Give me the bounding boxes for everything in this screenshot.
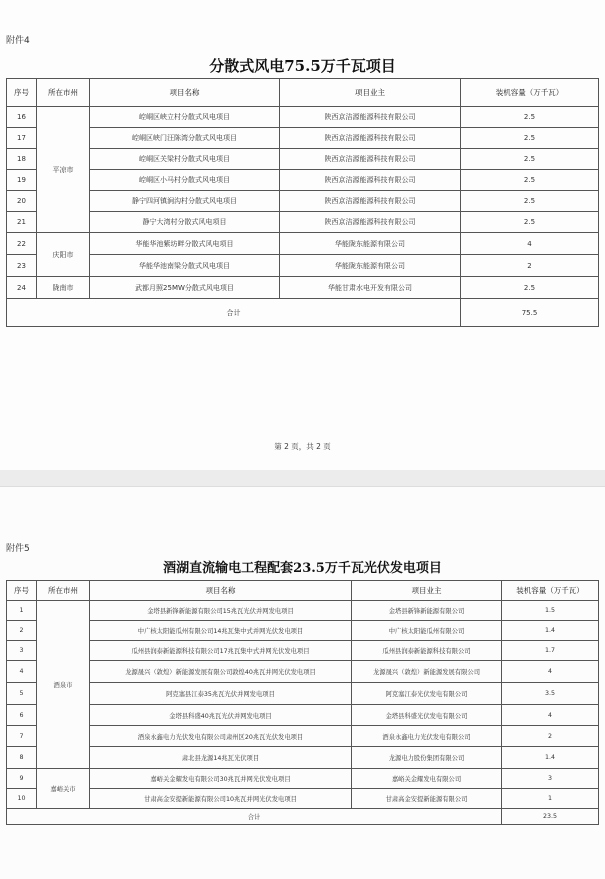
table-row xyxy=(7,661,599,683)
table-header-row xyxy=(7,581,599,601)
row-no: 23 xyxy=(7,255,37,277)
capacity: 2 xyxy=(461,255,599,277)
project-owner: 华能陇东能源有限公司 xyxy=(280,233,461,255)
table-row xyxy=(7,641,599,661)
project-owner: 酒泉永鑫电力光伏发电有限公司 xyxy=(352,726,502,747)
project-name: 静宁四河镇涧沟村分散式风电项目 xyxy=(90,191,280,212)
header-owner: 项目业主 xyxy=(280,79,461,107)
header-no: 序号 xyxy=(7,79,37,107)
project-owner: 陕西京洁源能源科技有限公司 xyxy=(280,191,461,212)
table-row xyxy=(7,747,599,769)
project-owner: 瓜州县润泰新能源科技有限公司 xyxy=(352,641,502,661)
header-capacity: 装机容量（万千瓦） xyxy=(502,581,599,601)
page-title: 酒湖直流输电工程配套23.5万千瓦光伏发电项目 xyxy=(163,561,442,576)
total-value: 75.5 xyxy=(461,299,599,327)
row-no: 21 xyxy=(7,212,37,233)
table-row xyxy=(7,705,599,726)
project-name: 武都月照25MW分散式风电项目 xyxy=(90,277,280,299)
row-no: 17 xyxy=(7,128,37,149)
city-cell: 庆阳市 xyxy=(37,233,90,277)
table-row xyxy=(7,769,599,789)
table-header-row xyxy=(7,79,599,107)
capacity: 3.5 xyxy=(502,683,599,705)
capacity: 2.5 xyxy=(461,191,599,212)
header-no: 序号 xyxy=(7,581,37,601)
header-city: 所在市州 xyxy=(37,79,90,107)
city-cell: 酒泉市 xyxy=(37,601,90,769)
row-no: 16 xyxy=(7,107,37,128)
page-separator xyxy=(0,470,605,486)
project-name: 崆峒区关梁村分散式风电项目 xyxy=(90,149,280,170)
project-owner: 甘肃高金安提新能源有限公司 xyxy=(352,789,502,809)
row-no: 1 xyxy=(7,601,37,621)
project-owner: 陕西京洁源能源科技有限公司 xyxy=(280,212,461,233)
table-row xyxy=(7,233,599,255)
project-name: 阿克塞县江泰35兆瓦光伏并网发电项目 xyxy=(90,683,352,705)
header-city: 所在市州 xyxy=(37,581,90,601)
row-no: 6 xyxy=(7,705,37,726)
capacity: 1.7 xyxy=(502,641,599,661)
row-no: 5 xyxy=(7,683,37,705)
table-row xyxy=(7,683,599,705)
city-cell: 陇南市 xyxy=(37,277,90,299)
table-row xyxy=(7,128,599,149)
project-name: 肃北县龙源14兆瓦光伏项目 xyxy=(90,747,352,769)
capacity: 1.4 xyxy=(502,747,599,769)
page-footer: 第 2 页，共 2 页 xyxy=(274,442,331,451)
table-row xyxy=(7,191,599,212)
project-name: 崆峒区峡门汪陈湾分散式风电项目 xyxy=(90,128,280,149)
total-row xyxy=(7,299,599,327)
capacity: 1.5 xyxy=(502,601,599,621)
attachment-label: 附件5 xyxy=(6,544,30,554)
project-owner: 嘉峪关金耀发电有限公司 xyxy=(352,769,502,789)
row-no: 7 xyxy=(7,726,37,747)
table-row xyxy=(7,789,599,809)
capacity: 1 xyxy=(502,789,599,809)
project-name: 华能华池紫坊畔分散式风电项目 xyxy=(90,233,280,255)
project-name: 龙源晟兴（敦煌）新能源发展有限公司敦煌40兆瓦并网光伏发电项目 xyxy=(90,661,352,683)
capacity: 4 xyxy=(502,705,599,726)
capacity: 2.5 xyxy=(461,128,599,149)
row-no: 20 xyxy=(7,191,37,212)
city-cell: 平凉市 xyxy=(37,107,90,233)
project-name: 静宁大湾村分散式风电项目 xyxy=(90,212,280,233)
header-project: 项目名称 xyxy=(90,581,352,601)
capacity: 2.5 xyxy=(461,107,599,128)
capacity: 1.4 xyxy=(502,621,599,641)
row-no: 4 xyxy=(7,661,37,683)
capacity: 3 xyxy=(502,769,599,789)
row-no: 24 xyxy=(7,277,37,299)
project-owner: 陕西京洁源能源科技有限公司 xyxy=(280,107,461,128)
document-page-2 xyxy=(0,486,605,879)
pv-projects-table xyxy=(6,580,599,825)
capacity: 2 xyxy=(502,726,599,747)
project-owner: 华能甘肃水电开发有限公司 xyxy=(280,277,461,299)
row-no: 22 xyxy=(7,233,37,255)
table-row xyxy=(7,212,599,233)
project-name: 金塔县科盛40兆瓦光伏并网发电项目 xyxy=(90,705,352,726)
header-owner: 项目业主 xyxy=(352,581,502,601)
total-value: 23.5 xyxy=(502,809,599,825)
project-name: 金塔县新锋新能源有限公司15兆瓦光伏并网发电项目 xyxy=(90,601,352,621)
project-owner: 金塔县新锋新能源有限公司 xyxy=(352,601,502,621)
row-no: 18 xyxy=(7,149,37,170)
table-row xyxy=(7,726,599,747)
row-no: 3 xyxy=(7,641,37,661)
row-no: 8 xyxy=(7,747,37,769)
header-capacity: 装机容量（万千瓦） xyxy=(461,79,599,107)
project-name: 嘉峪关金耀发电有限公司30兆瓦并网光伏发电项目 xyxy=(90,769,352,789)
row-no: 9 xyxy=(7,769,37,789)
project-owner: 陕西京洁源能源科技有限公司 xyxy=(280,149,461,170)
project-owner: 华能陇东能源有限公司 xyxy=(280,255,461,277)
project-owner: 龙源晟兴（敦煌）新能源发展有限公司 xyxy=(352,661,502,683)
project-name: 瓜州县润泰新能源科技有限公司17兆瓦集中式并网光伏发电项目 xyxy=(90,641,352,661)
table-row xyxy=(7,621,599,641)
capacity: 4 xyxy=(461,233,599,255)
project-name: 酒泉永鑫电力光伏发电有限公司肃州区20兆瓦光伏发电项目 xyxy=(90,726,352,747)
table-row xyxy=(7,601,599,621)
table-row xyxy=(7,255,599,277)
attachment-label: 附件4 xyxy=(6,36,30,46)
project-owner: 阿克塞江泰光伏发电有限公司 xyxy=(352,683,502,705)
project-name: 华能华池南梁分散式风电项目 xyxy=(90,255,280,277)
project-name: 中广核太阳能瓜州有限公司14兆瓦集中式并网光伏发电项目 xyxy=(90,621,352,641)
capacity: 2.5 xyxy=(461,277,599,299)
project-owner: 陕西京洁源能源科技有限公司 xyxy=(280,170,461,191)
project-owner: 龙源电力股份集团有限公司 xyxy=(352,747,502,769)
table-row xyxy=(7,107,599,128)
project-name: 甘肃高金安提新能源有限公司10兆瓦并网光伏发电项目 xyxy=(90,789,352,809)
capacity: 2.5 xyxy=(461,149,599,170)
total-label: 合计 xyxy=(7,809,502,825)
table-row xyxy=(7,149,599,170)
capacity: 2.5 xyxy=(461,170,599,191)
project-name: 崆峒区峡立村分散式风电项目 xyxy=(90,107,280,128)
wind-projects-table xyxy=(6,78,599,327)
capacity: 2.5 xyxy=(461,212,599,233)
city-cell: 嘉峪关市 xyxy=(37,769,90,809)
project-owner: 中广核太阳能瓜州有限公司 xyxy=(352,621,502,641)
row-no: 2 xyxy=(7,621,37,641)
table-row xyxy=(7,277,599,299)
header-project: 项目名称 xyxy=(90,79,280,107)
page-title: 分散式风电75.5万千瓦项目 xyxy=(209,57,396,75)
capacity: 4 xyxy=(502,661,599,683)
project-name: 崆峒区小马村分散式风电项目 xyxy=(90,170,280,191)
total-row xyxy=(7,809,599,825)
project-owner: 陕西京洁源能源科技有限公司 xyxy=(280,128,461,149)
project-owner: 金塔县科盛光伏发电有限公司 xyxy=(352,705,502,726)
table-row xyxy=(7,170,599,191)
row-no: 19 xyxy=(7,170,37,191)
row-no: 10 xyxy=(7,789,37,809)
total-label: 合计 xyxy=(7,299,461,327)
